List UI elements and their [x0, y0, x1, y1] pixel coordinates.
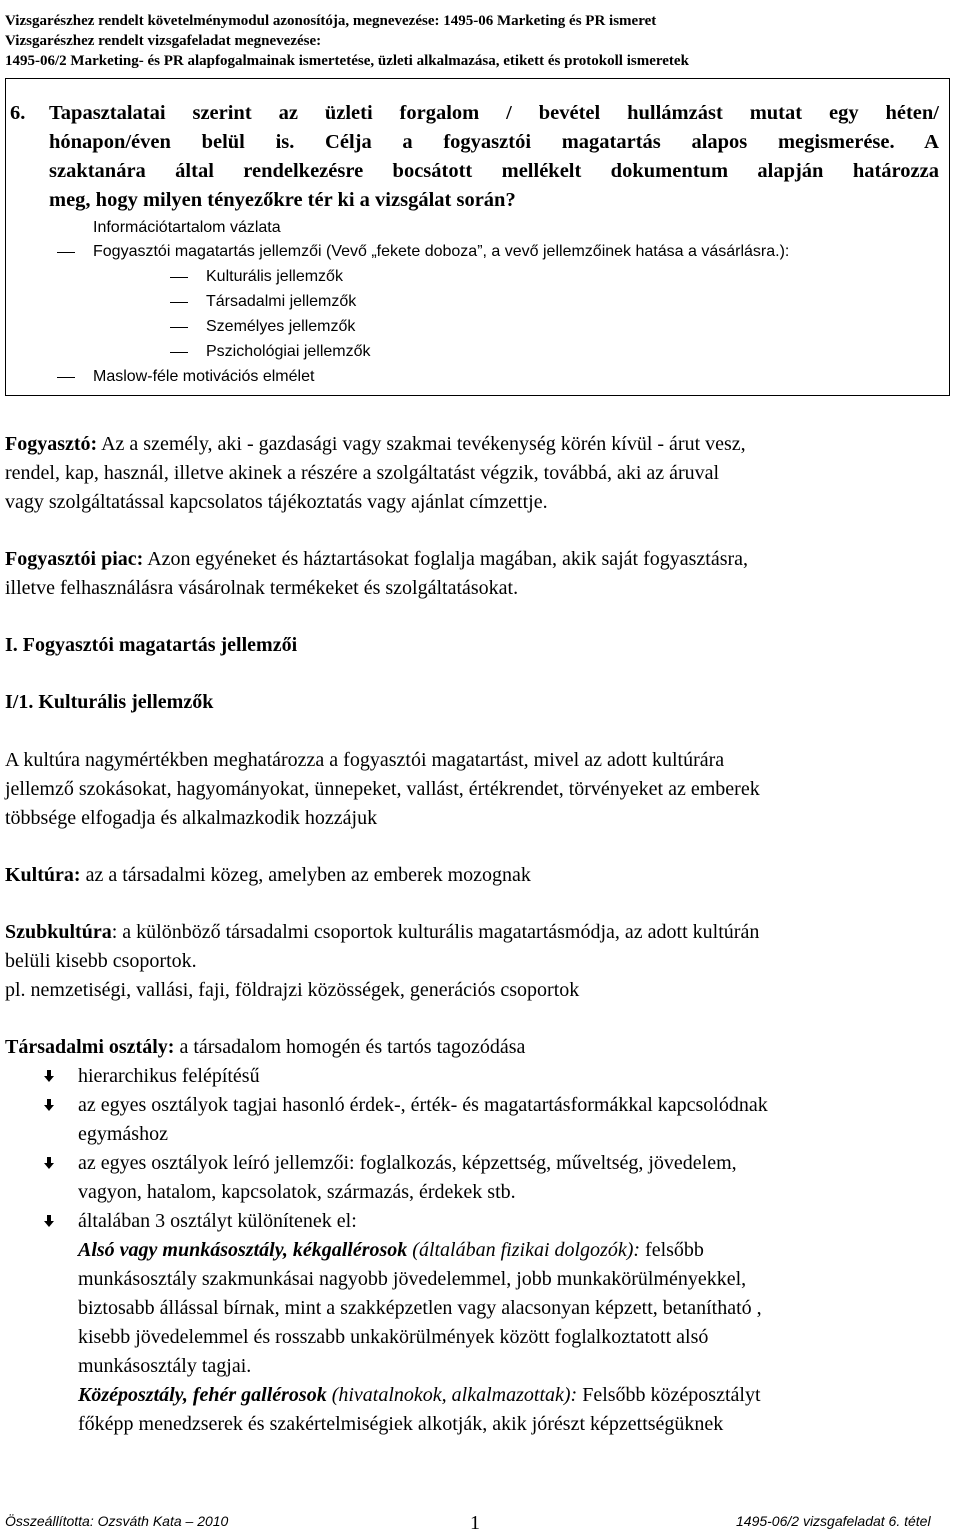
dash-marker	[170, 277, 188, 278]
lower-class-description: Alsó vagy munkásosztály, kékgallérosok (általában fizikai dolgozók): felsőbb	[78, 1239, 704, 1261]
outline-subitem: Személyes jellemzők	[206, 318, 356, 335]
culture-paragraph-line: A kultúra nagymértékben meghatározza a fogyasztói magatartást, mivel az adott kultúrára	[5, 749, 725, 771]
subculture-definition-line: belüli kisebb csoportok.	[5, 950, 197, 972]
middle-class-line: főképp menedzserek és szakértelmiségiek alkotják, akik jórészt képzettségüknek	[78, 1413, 724, 1435]
bullet-item-continuation: egymáshoz	[78, 1123, 168, 1145]
culture-paragraph-line: többsége elfogadja és alkalmazkodik hozzájuk	[5, 807, 378, 829]
middle-class-term: Középosztály, fehér gallérosok	[78, 1384, 327, 1406]
culture-paragraph-line: jellemző szokásokat, hagyományokat, ünnepeket, vallást, értékrendet, törvényeket az emberek	[5, 778, 760, 800]
header-task-title: 1495-06/2 Marketing- és PR alapfogalmainak ismertetése, üzleti alkalmazása, etikett és protokoll ismeretek	[5, 53, 689, 69]
dash-marker	[57, 252, 75, 253]
social-class-definition: Társadalmi osztály: a társadalom homogén és tartós tagozódása	[5, 1036, 526, 1058]
outline-item-maslow: Maslow-féle motivációs elmélet	[93, 368, 315, 385]
task-line: meg, hogy milyen tényezőkre tér ki a vizsgálat során?	[49, 189, 516, 211]
lower-class-line: munkásosztály tagjai.	[78, 1355, 252, 1377]
lower-class-line: biztosabb állással bírnak, mint a szakképzetlen vagy alacsonyan képzett, betanítható ,	[78, 1297, 762, 1319]
outline-item-behavior: Fogyasztói magatartás jellemzői (Vevő „fekete doboza”, a vevő jellemzőinek hatása a vásárlásra.):	[93, 243, 790, 260]
task-line: hónapon/éven belül is. Célja a fogyasztói magatartás alapos megismerése. A	[49, 131, 939, 153]
dash-marker	[170, 352, 188, 353]
middle-class-description: Középosztály, fehér gallérosok (hivatalnokok, alkalmazottak): Felsőbb középosztályt	[78, 1384, 761, 1406]
subculture-term: Szubkultúra	[5, 921, 112, 943]
outline-subitem: Társadalmi jellemzők	[206, 293, 357, 310]
footer-code: 1495-06/2 vizsgafeladat 6. tétel	[736, 1513, 931, 1529]
task-line: Tapasztalatai szerint az üzleti forgalom / bevétel hullámzást mutat egy héten/	[49, 102, 939, 124]
bullet-item: az egyes osztályok tagjai hasonló érdek-, érték- és magatartásformákkal kapcsolódnak	[78, 1094, 768, 1116]
task-number: 6.	[10, 102, 26, 124]
dash-marker	[170, 327, 188, 328]
outline-subitem: Pszichológiai jellemzők	[206, 343, 371, 360]
subculture-definition: Szubkultúra: a különböző társadalmi csoportok kulturális magatartásmódja, az adott kultúrán	[5, 921, 760, 943]
bullet-item: általában 3 osztályt különítenek el:	[78, 1210, 357, 1232]
arrow-down-bullet-icon	[43, 1070, 55, 1082]
dash-marker	[57, 377, 75, 378]
lower-class-term: Alsó vagy munkásosztály, kékgallérosok	[78, 1239, 408, 1261]
market-term: Fogyasztói piac:	[5, 548, 144, 570]
example-line: pl. nemzetiségi, vallási, faji, földrajzi közösségek, generációs csoportok	[5, 979, 580, 1001]
arrow-down-bullet-icon	[43, 1157, 55, 1169]
outline-subitem: Kulturális jellemzők	[206, 268, 343, 285]
market-definition: Fogyasztói piac: Azon egyéneket és háztartásokat foglalja magában, akik saját fogyasztásra,	[5, 548, 749, 570]
header-task-label: Vizsgarészhez rendelt vizsgafeladat megnevezése:	[5, 33, 322, 49]
subsection-title: I/1. Kulturális jellemzők	[5, 691, 214, 713]
social-class-term: Társadalmi osztály:	[5, 1036, 175, 1058]
task-line: szaktanára által rendelkezésre bocsátott mellékelt dokumentum alapján határozza	[49, 160, 939, 182]
footer-author: Összeállította: Ozsváth Kata – 2010	[5, 1513, 229, 1529]
market-definition-line: illetve felhasználásra vásárolnak termékeket és szolgáltatásokat.	[5, 577, 519, 599]
culture-definition: Kultúra: az a társadalmi közeg, amelyben az emberek mozognak	[5, 864, 531, 886]
lower-class-line: munkásosztály szakmunkásai nagyobb jövedelemmel, jobb munkakörülményekkel,	[78, 1268, 747, 1290]
outline-title: Információtartalom vázlata	[93, 219, 281, 236]
section-title: I. Fogyasztói magatartás jellemzői	[5, 634, 298, 656]
consumer-term: Fogyasztó:	[5, 433, 98, 455]
page-number: 1	[470, 1512, 480, 1534]
bullet-item-continuation: vagyon, hatalom, kapcsolatok, származás, érdekek stb.	[78, 1181, 516, 1203]
consumer-definition-line: vagy szolgáltatással kapcsolatos tájékoztatás vagy ajánlat címzettje.	[5, 491, 548, 513]
bullet-item: az egyes osztályok leíró jellemzői: foglalkozás, képzettség, műveltség, jövedelem,	[78, 1152, 737, 1174]
consumer-definition: Fogyasztó: Az a személy, aki - gazdasági vagy szakmai tevékenység körén kívül - árut vesz,	[5, 433, 746, 455]
arrow-down-bullet-icon	[43, 1215, 55, 1227]
culture-term: Kultúra:	[5, 864, 81, 886]
arrow-down-bullet-icon	[43, 1099, 55, 1111]
consumer-definition-line: rendel, kap, használ, illetve akinek a részére a szolgáltatást végzik, továbbá, aki az áruval	[5, 462, 720, 484]
header-module-line: Vizsgarészhez rendelt követelménymodul azonosítója, megnevezése: 1495-06 Marketing és PR ismeret	[5, 13, 657, 29]
dash-marker	[170, 302, 188, 303]
lower-class-line: kisebb jövedelemmel és rosszabb unkakörülmények között foglalkoztatott alsó	[78, 1326, 709, 1348]
bullet-item: hierarchikus felépítésű	[78, 1065, 260, 1087]
